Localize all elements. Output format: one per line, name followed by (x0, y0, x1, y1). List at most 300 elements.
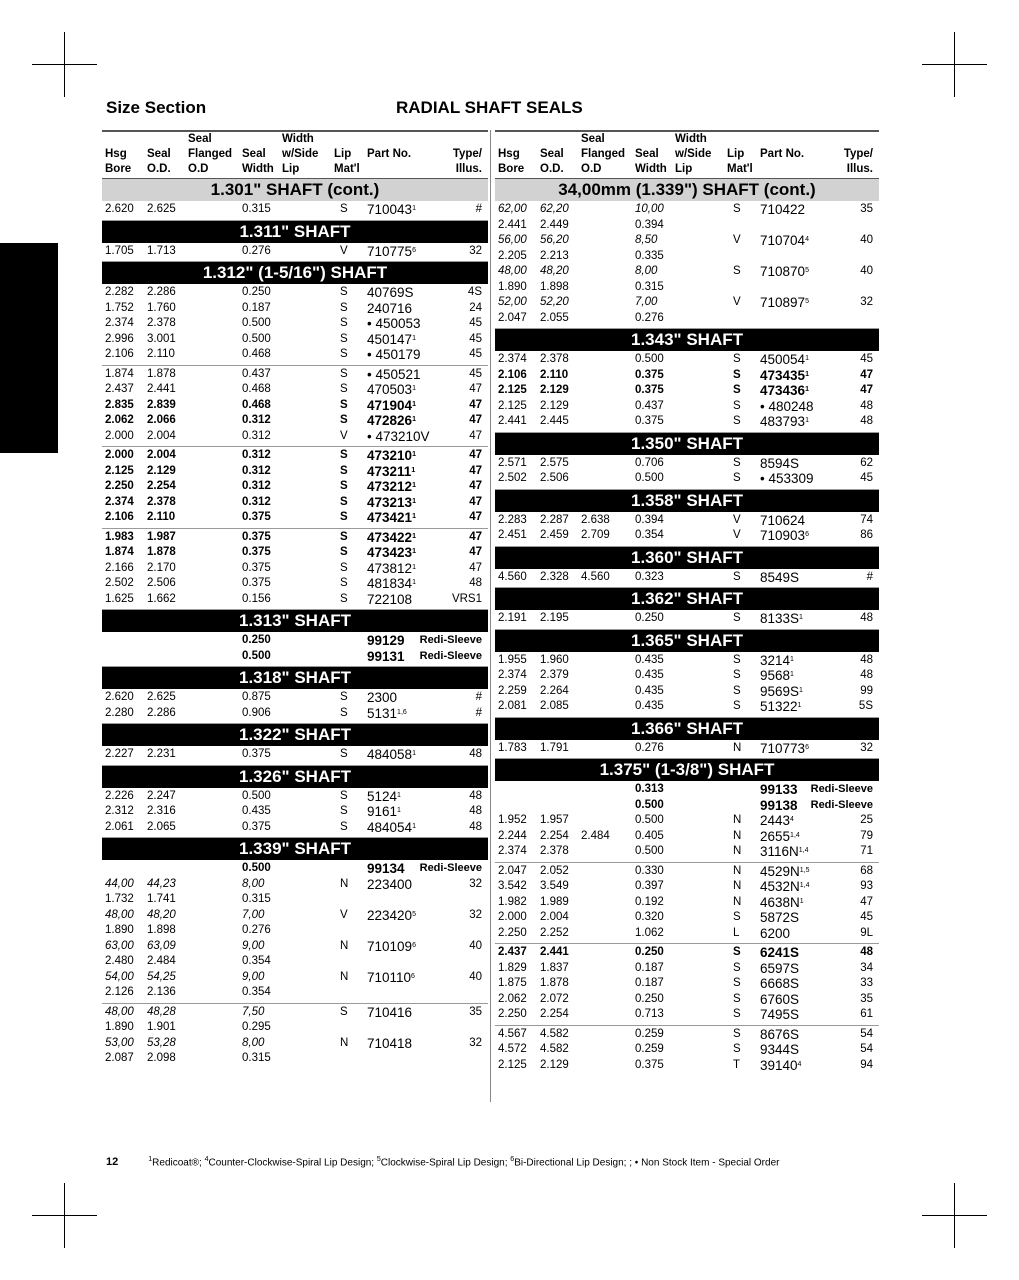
seal-width: 0.250 (635, 946, 664, 958)
shaft-heading: 1.326" SHAFT (102, 766, 488, 788)
hsg-bore: 2.437 (105, 383, 134, 395)
footnote-ref: 1,5 (799, 866, 810, 874)
table-row (495, 699, 879, 715)
hsg-bore: 1.732 (105, 893, 134, 905)
crop-mark (922, 64, 987, 65)
seal-od: 62,20 (540, 203, 569, 215)
type-illus: 48 (860, 399, 873, 412)
seal-od: 2.449 (540, 218, 569, 231)
part-number: 473422$^1$ (367, 529, 416, 545)
seal-od: 2.085 (540, 700, 569, 712)
hsg-bore: 2.259 (498, 684, 527, 697)
seal-od: 2.213 (540, 249, 569, 262)
seal-width: 0.375 (242, 511, 271, 523)
header-line: Mat'l (727, 163, 753, 175)
part-number: 473436$^1$ (760, 383, 809, 398)
seal-od: 1.837 (540, 961, 569, 974)
part-number: $4529N^{1,5}$ (760, 863, 810, 879)
seal-od: 2.065 (147, 820, 176, 833)
part-number: 40769S (367, 285, 414, 300)
hsg-bore: 2.374 (105, 317, 134, 329)
header-flanged (188, 132, 232, 177)
table-row (102, 789, 488, 805)
header-line: Seal (147, 148, 171, 160)
seal-od: 2.129 (540, 1058, 569, 1071)
seal-width: 7,50 (242, 1005, 265, 1018)
header-line: Seal (635, 148, 659, 160)
seal-od: 48,20 (540, 265, 569, 277)
shaft-heading: 1.322" SHAFT (102, 724, 488, 746)
type-illus: 47 (469, 464, 482, 477)
type-illus: 45 (860, 472, 873, 484)
type-illus: 47 (860, 895, 873, 908)
part-number: 473435$^1$ (760, 367, 809, 383)
seal-od: 2.378 (147, 495, 176, 508)
seal-od: 3.549 (540, 880, 569, 892)
type-illus: 35 (860, 992, 873, 1005)
seal-od: 4.582 (540, 1027, 569, 1040)
lip-material: N (733, 829, 742, 842)
lip-material: S (733, 653, 741, 666)
hsg-bore: 2.374 (498, 669, 527, 681)
header-line: Seal (188, 133, 212, 145)
seal-od: 4.582 (540, 1043, 569, 1055)
row-group (102, 284, 488, 366)
lip-material: S (733, 265, 741, 277)
lip-material: S (733, 977, 741, 989)
seal-od: 48,20 (147, 908, 176, 921)
lip-material: N (340, 970, 349, 983)
footnote-mark: 4 (204, 1156, 209, 1163)
part-number: 473211$^1$ (367, 463, 416, 479)
footnote-ref: 1 (805, 417, 809, 424)
lip-material: S (340, 367, 348, 380)
hsg-bore: 2.047 (498, 864, 527, 877)
table-row (102, 690, 488, 706)
table-row (102, 892, 488, 908)
right-column (495, 130, 879, 1075)
seal-width: 1.062 (635, 926, 664, 939)
table-row (102, 985, 488, 1001)
lip-material: S (340, 203, 348, 215)
seal-od: 2.445 (540, 415, 569, 427)
header-line: Seal (581, 133, 605, 145)
part-number: 5872S (760, 910, 800, 925)
row-group (495, 610, 879, 630)
footnote-ref: 1 (412, 513, 416, 520)
hsg-bore: 2.106 (105, 348, 134, 360)
part-number: 99138 (760, 797, 798, 813)
seal-width: 0.437 (635, 399, 664, 412)
header-width (635, 132, 667, 177)
seal-width: 0.250 (635, 992, 664, 1005)
footnote-text: Counter-Clockwise-Spiral Lip Design; (208, 1157, 377, 1169)
footnote-ref: 1,4 (799, 882, 810, 889)
table-row (495, 471, 879, 487)
part-number: 710704$^4$ (760, 233, 809, 248)
part-number: 7495S (760, 1007, 800, 1022)
table-row (102, 347, 488, 363)
hsg-bore: 2.437 (498, 946, 527, 958)
table-row (495, 1027, 879, 1043)
table-row (102, 382, 488, 398)
seal-width: 8,50 (635, 234, 658, 246)
seal-width: 0.250 (242, 286, 271, 298)
table-row (495, 684, 879, 700)
footnote-ref: 1,6 (397, 708, 407, 716)
part-number: 5124$^1$ (367, 788, 401, 804)
part-number: 484058$^1$ (367, 747, 416, 762)
seal-width: 0.875 (242, 691, 271, 703)
hsg-bore: 2.061 (105, 820, 134, 833)
part-number: 481834$^1$ (367, 576, 416, 591)
lip-material: S (340, 805, 348, 817)
seal-width: 0.276 (242, 924, 271, 936)
lip-material: S (340, 449, 348, 461)
table-row (102, 479, 488, 495)
type-illus: VRS1 (451, 592, 482, 605)
table-row (102, 1051, 488, 1067)
footnote-ref: 1 (412, 532, 416, 540)
seal-width: 0.259 (635, 1043, 664, 1055)
type-illus: 45 (469, 332, 482, 345)
seal-width: 0.330 (635, 864, 664, 877)
table-row (495, 864, 879, 880)
type-illus: 48 (469, 805, 482, 817)
seal-od: 2.378 (147, 317, 176, 329)
seal-width: 0.250 (635, 612, 664, 624)
header-flanged (581, 132, 625, 177)
seal-od: 52,20 (540, 296, 569, 308)
header-type (453, 132, 482, 177)
type-illus: 93 (860, 880, 873, 892)
type-illus: 34 (860, 961, 873, 974)
table-row (495, 910, 879, 926)
table-row (102, 908, 488, 924)
table-row (495, 813, 879, 829)
hsg-bore: 2.047 (498, 311, 527, 324)
type-illus: 47 (469, 546, 482, 558)
header-wside (675, 132, 711, 177)
header-line: Part No. (367, 148, 412, 160)
seal-od: 2.004 (147, 429, 176, 442)
seal-width: 9,00 (242, 939, 265, 952)
footnote-text: Clockwise-Spiral Lip Design; (380, 1157, 511, 1169)
footnote-ref: 1 (805, 386, 809, 393)
table-row (495, 879, 879, 895)
seal-od: 2.286 (147, 706, 176, 719)
seal-width: 0.375 (635, 384, 664, 396)
seal-width: 0.276 (635, 741, 664, 754)
footnote-ref: 1 (412, 400, 416, 408)
footnote-ref: 6 (805, 531, 809, 538)
type-illus: 48 (860, 415, 873, 427)
part-number: • 473210V (367, 428, 430, 444)
table-row (102, 429, 488, 445)
footnote-ref: 1 (799, 897, 804, 905)
shaft-heading: 1.339" SHAFT (102, 838, 488, 860)
hsg-bore: 1.890 (498, 280, 527, 293)
seal-width: 0.375 (635, 368, 664, 381)
type-illus: 47 (469, 383, 482, 395)
seal-od: 2.254 (540, 829, 569, 842)
row-group (495, 569, 879, 589)
lip-material: S (340, 317, 348, 329)
seal-width: 0.405 (635, 829, 664, 842)
footnote-mark: 6 (510, 1156, 515, 1163)
header-hsg (105, 132, 131, 177)
seal-od: 1.878 (147, 367, 176, 380)
part-number: 223400 (367, 876, 413, 892)
part-number: 710418 (367, 1035, 413, 1051)
lip-material: S (733, 456, 741, 469)
seal-od: 2.110 (147, 511, 176, 523)
lip-material: S (340, 398, 348, 411)
header-line (367, 162, 411, 177)
part-number: 3214$^1$ (760, 652, 794, 668)
seal-od: 2.004 (540, 911, 569, 923)
part-number: 473421$^1$ (367, 510, 416, 525)
crop-mark (32, 64, 97, 65)
header-line: Flanged (581, 148, 626, 160)
column-divider (490, 130, 491, 1102)
seal-od: 2.247 (147, 789, 176, 802)
seal-od: 2.129 (540, 399, 569, 412)
part-number: 2443$^4$ (760, 813, 794, 828)
hsg-bore: 2.441 (498, 415, 527, 427)
lip-material: S (733, 1043, 741, 1055)
hsg-bore: 2.227 (105, 748, 134, 760)
column-header (102, 130, 488, 179)
seal-od: 2.575 (540, 456, 569, 469)
type-illus: 5S (858, 700, 873, 712)
hsg-bore: 2.062 (498, 992, 527, 1005)
row-group (495, 863, 879, 945)
seal-width: 0.187 (635, 961, 664, 974)
seal-od: 2.459 (540, 529, 569, 541)
table-row (102, 820, 488, 836)
table-row (102, 939, 488, 955)
seal-width: 0.437 (242, 367, 271, 380)
seal-width: 0.500 (635, 814, 664, 826)
seal-od: 2.254 (147, 480, 176, 492)
part-number: 6241S (760, 945, 800, 960)
header-line: Hsg (105, 148, 127, 160)
part-number: 470503$^1$ (367, 382, 416, 397)
type-illus: 32 (469, 1036, 482, 1049)
seal-od: 1.760 (147, 301, 176, 314)
hsg-bore: 44,00 (105, 877, 134, 890)
seal-od: 1.960 (540, 653, 569, 666)
hsg-bore: 2.191 (498, 612, 527, 624)
footnote-ref: 1 (412, 451, 416, 458)
seal-width: 0.187 (635, 977, 664, 989)
seal-od: 2.004 (147, 449, 176, 461)
part-number: 710624 (760, 512, 806, 528)
seal-width: 0.435 (635, 653, 664, 666)
seal-width: 0.394 (635, 513, 664, 526)
table-row (102, 970, 488, 986)
seal-od: 2.098 (147, 1052, 176, 1064)
lip-material: S (733, 961, 741, 974)
footnote-mark: 1 (148, 1156, 153, 1163)
seal-od: 56,20 (540, 234, 569, 246)
type-illus: 79 (860, 829, 873, 842)
type-illus: 48 (469, 820, 482, 833)
crop-mark (922, 1215, 987, 1216)
type-illus: 32 (469, 244, 482, 257)
header-type (844, 132, 873, 177)
hsg-bore: 54,00 (105, 970, 134, 983)
part-number: 8549S (760, 569, 800, 585)
hsg-bore: 1.829 (498, 961, 527, 974)
header-lip (334, 132, 360, 177)
table-row (495, 311, 879, 327)
lip-material: S (340, 348, 348, 360)
table-row (102, 398, 488, 414)
footnote-ref: 1 (799, 686, 803, 694)
type-illus: 45 (469, 348, 482, 360)
table-row (102, 923, 488, 939)
seal-od: 44,23 (147, 877, 176, 890)
seal-width: 0.375 (242, 546, 271, 558)
footnote-ref: 1 (412, 334, 416, 342)
row-group (102, 860, 488, 1004)
footnote-ref: 6 (412, 246, 416, 254)
flanged-od: 2.709 (581, 529, 610, 541)
seal-width: 0.706 (635, 456, 664, 469)
hsg-bore: 2.312 (105, 805, 134, 817)
part-number: 39140$^4$ (760, 1057, 802, 1073)
type-illus: 35 (860, 203, 873, 215)
seal-width: 0.276 (242, 244, 271, 257)
part-number: 99131 (367, 648, 405, 664)
header-line (760, 132, 804, 147)
part-number: 710416 (367, 1004, 413, 1020)
lip-material: S (340, 592, 348, 605)
hsg-bore: 1.890 (105, 1021, 134, 1033)
type-illus: Redi-Sleeve (419, 634, 482, 646)
header-seal (147, 132, 171, 177)
seal-od: 1.662 (147, 592, 176, 605)
type-illus: 4S (467, 286, 482, 298)
seal-od: 2.328 (540, 570, 569, 583)
hsg-bore: 2.125 (498, 399, 527, 412)
section-title: Size Section (106, 98, 207, 117)
hsg-bore: 2.502 (498, 472, 527, 484)
seal-width: 0.375 (242, 748, 271, 760)
lip-material: S (733, 353, 741, 365)
header-line (242, 132, 274, 147)
table-row (102, 592, 488, 608)
header-line: Lip (334, 148, 352, 160)
footnote-ref: 1 (805, 370, 809, 378)
seal-width: 0.312 (242, 449, 271, 461)
row-group (495, 1026, 879, 1076)
hsg-bore: 1.752 (105, 301, 134, 314)
hsg-bore: 2.280 (105, 706, 134, 719)
seal-od: 2.072 (540, 992, 569, 1005)
lip-material: S (733, 700, 741, 712)
table-row (102, 301, 488, 317)
type-illus: 48 (860, 946, 873, 958)
part-number: 450147$^1$ (367, 331, 416, 347)
row-group (102, 788, 488, 839)
part-number: • 450179 (367, 347, 421, 362)
header-line: Illus. (455, 163, 482, 175)
lip-material: S (340, 546, 348, 558)
seal-width: 0.375 (242, 820, 271, 833)
table-row (495, 218, 879, 234)
header-line: Hsg (498, 148, 520, 160)
row-group (102, 746, 488, 766)
type-illus: 94 (860, 1058, 873, 1071)
seal-od: 1.989 (540, 895, 569, 908)
part-number: $8133S^1$ (760, 611, 803, 626)
header-line (635, 132, 667, 147)
lip-material: S (733, 203, 741, 215)
hsg-bore: 4.560 (498, 570, 527, 583)
seal-width: 0.468 (242, 383, 271, 395)
type-illus: 32 (860, 296, 873, 308)
type-illus: 47 (469, 511, 482, 523)
shaft-heading: 34,00mm (1.339") SHAFT (cont.) (495, 179, 879, 201)
type-illus: 54 (860, 1027, 873, 1040)
seal-od: 2.110 (540, 368, 569, 381)
hsg-bore: 53,00 (105, 1036, 134, 1049)
seal-od: 1.741 (147, 893, 176, 905)
table-row (495, 976, 879, 992)
seal-width: 0.375 (635, 1058, 664, 1071)
part-number: $3116N^{1,4}$ (760, 844, 809, 859)
footnote-ref: 1,4 (790, 831, 800, 839)
hsg-bore: 62,00 (498, 203, 527, 215)
footnote-ref: 1 (412, 750, 416, 757)
header-line (727, 132, 753, 147)
lip-material: V (733, 513, 741, 526)
lip-material: S (733, 992, 741, 1005)
table-row (102, 332, 488, 348)
type-illus: 54 (860, 1043, 873, 1055)
seal-width: 10,00 (635, 203, 664, 215)
footnote-text: Bi-Directional Lip Design; ; • Non Stock Item - Special Order (514, 1157, 780, 1169)
table-row (495, 513, 879, 529)
shaft-heading: 1.366" SHAFT (495, 718, 879, 740)
footnote-ref: 1 (797, 702, 802, 709)
type-illus: # (475, 706, 482, 719)
part-number: 99133 (760, 782, 798, 797)
type-illus: 25 (860, 814, 873, 826)
table-row (102, 316, 488, 332)
part-number: 450054$^1$ (760, 352, 809, 367)
seal-od: 2.625 (147, 691, 176, 703)
header-line: Seal (540, 148, 564, 160)
seal-width: 0.500 (635, 845, 664, 857)
lip-material: S (733, 1027, 741, 1040)
table-row (102, 877, 488, 893)
part-number: 8594S (760, 455, 800, 471)
table-row (495, 528, 879, 544)
seal-width: 0.312 (242, 495, 271, 508)
hsg-bore: 2.087 (105, 1052, 134, 1064)
header-line (844, 132, 873, 147)
hsg-bore: 2.126 (105, 986, 134, 998)
hsg-bore: 2.451 (498, 529, 527, 541)
type-illus: 48 (469, 577, 482, 589)
hsg-bore: 1.890 (105, 924, 134, 936)
seal-od: 2.441 (540, 946, 569, 958)
seal-width: 0.312 (242, 480, 271, 492)
